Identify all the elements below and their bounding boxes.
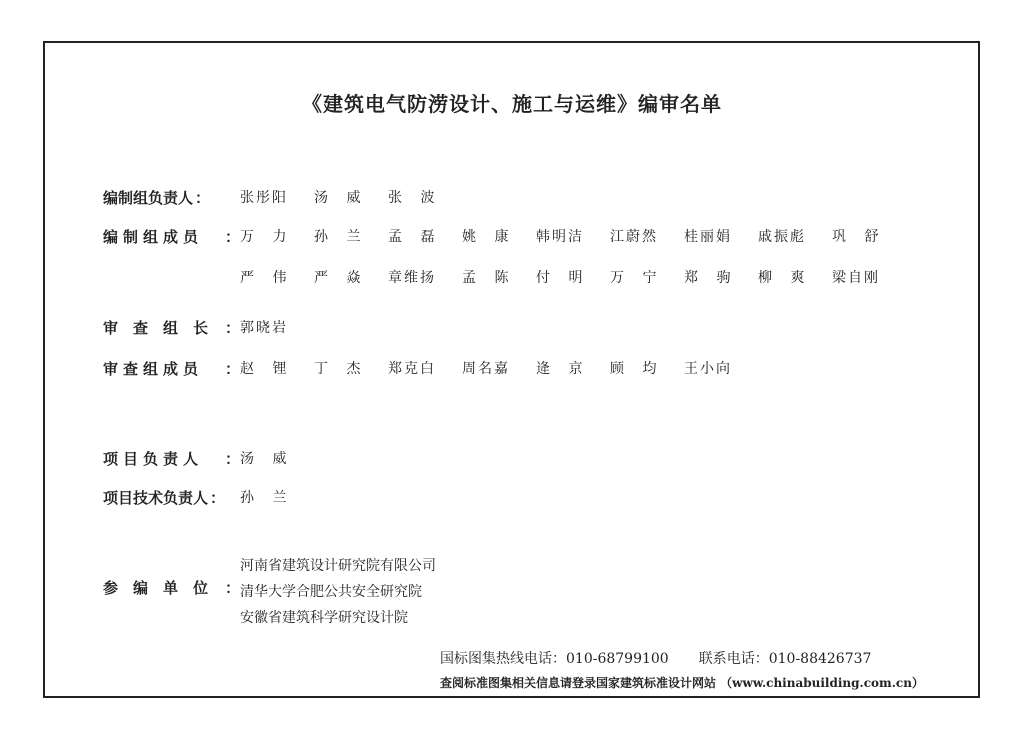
person-name: 万 宁 [610, 270, 664, 286]
participant-units [240, 553, 436, 631]
review-leader-names [240, 317, 314, 337]
chief-editors-row [103, 186, 462, 208]
person-name: 孟 磊 [388, 229, 442, 245]
footer-website: 查阅标准图集相关信息请登录国家建筑标准设计网站 （www.chinabuilding.com.cn） [440, 676, 924, 690]
review-leader-label: 审查组长 ： [103, 318, 241, 337]
person-name: 巩 舒 [832, 229, 886, 245]
person-name: 严 伟 [240, 270, 294, 286]
person-name: 郭晓岩 [240, 320, 288, 336]
person-name: 孟 陈 [462, 270, 516, 286]
chief-editors-names [240, 187, 462, 207]
editors-names-row2 [240, 267, 906, 287]
tech-lead-row [103, 486, 314, 508]
participant-unit: 安徽省建筑科学研究设计院 [240, 610, 408, 626]
person-name: 顾 均 [610, 361, 664, 377]
reviewers-names [240, 358, 758, 378]
footer-phones [440, 648, 871, 668]
person-name: 孙 兰 [314, 229, 368, 245]
person-name: 柳 爽 [758, 270, 812, 286]
person-name: 万 力 [240, 229, 294, 245]
person-name: 孙 兰 [240, 490, 294, 506]
project-lead-names [240, 448, 314, 468]
chief-editors-label: 编制组负责人 ： [103, 188, 211, 207]
contact-text: 联系电话：010-88426737 [698, 651, 872, 667]
editors-row [103, 225, 906, 247]
person-name: 张彤阳 [240, 190, 288, 206]
person-name: 汤 威 [314, 190, 368, 206]
person-name: 姚 康 [462, 229, 516, 245]
person-name: 周名嘉 [462, 361, 510, 377]
person-name: 赵 锂 [240, 361, 294, 377]
participants-label: 参编单位 ： [103, 578, 241, 597]
person-name: 郑克白 [388, 361, 436, 377]
project-lead-row [103, 447, 314, 469]
tech-lead-names [240, 487, 314, 507]
person-name: 丁 杰 [314, 361, 368, 377]
participant-unit: 河南省建筑设计研究院有限公司 [240, 558, 436, 574]
person-name: 王小向 [684, 361, 732, 377]
editors-names-row1 [240, 226, 906, 246]
review-leader-row [103, 316, 314, 338]
page-title: 《建筑电气防涝设计、施工与运维》编审名单 [302, 92, 722, 116]
person-name: 郑 驹 [684, 270, 738, 286]
person-name: 章维扬 [388, 270, 436, 286]
participant-unit: 清华大学合肥公共安全研究院 [240, 584, 422, 600]
person-name: 付 明 [536, 270, 590, 286]
person-name: 江蔚然 [610, 229, 658, 245]
editors-label: 编制组成员 ： [103, 227, 240, 246]
hotline-text: 国标图集热线电话：010-68799100 [440, 651, 669, 667]
person-name: 逄 京 [536, 361, 590, 377]
reviewers-label: 审查组成员 ： [103, 359, 240, 378]
project-lead-label: 项目负责人 ： [103, 449, 240, 468]
tech-lead-label: 项目技术负责人 ： [103, 488, 226, 507]
reviewers-row [103, 357, 758, 379]
person-name: 张 波 [388, 190, 442, 206]
participants-row [103, 576, 240, 598]
person-name: 桂丽娟 [684, 229, 732, 245]
person-name: 严 焱 [314, 270, 368, 286]
person-name: 戚振彪 [758, 229, 806, 245]
editors-row-2 [103, 266, 906, 288]
person-name: 韩明洁 [536, 229, 584, 245]
person-name: 汤 威 [240, 451, 294, 467]
person-name: 梁自刚 [832, 270, 880, 286]
